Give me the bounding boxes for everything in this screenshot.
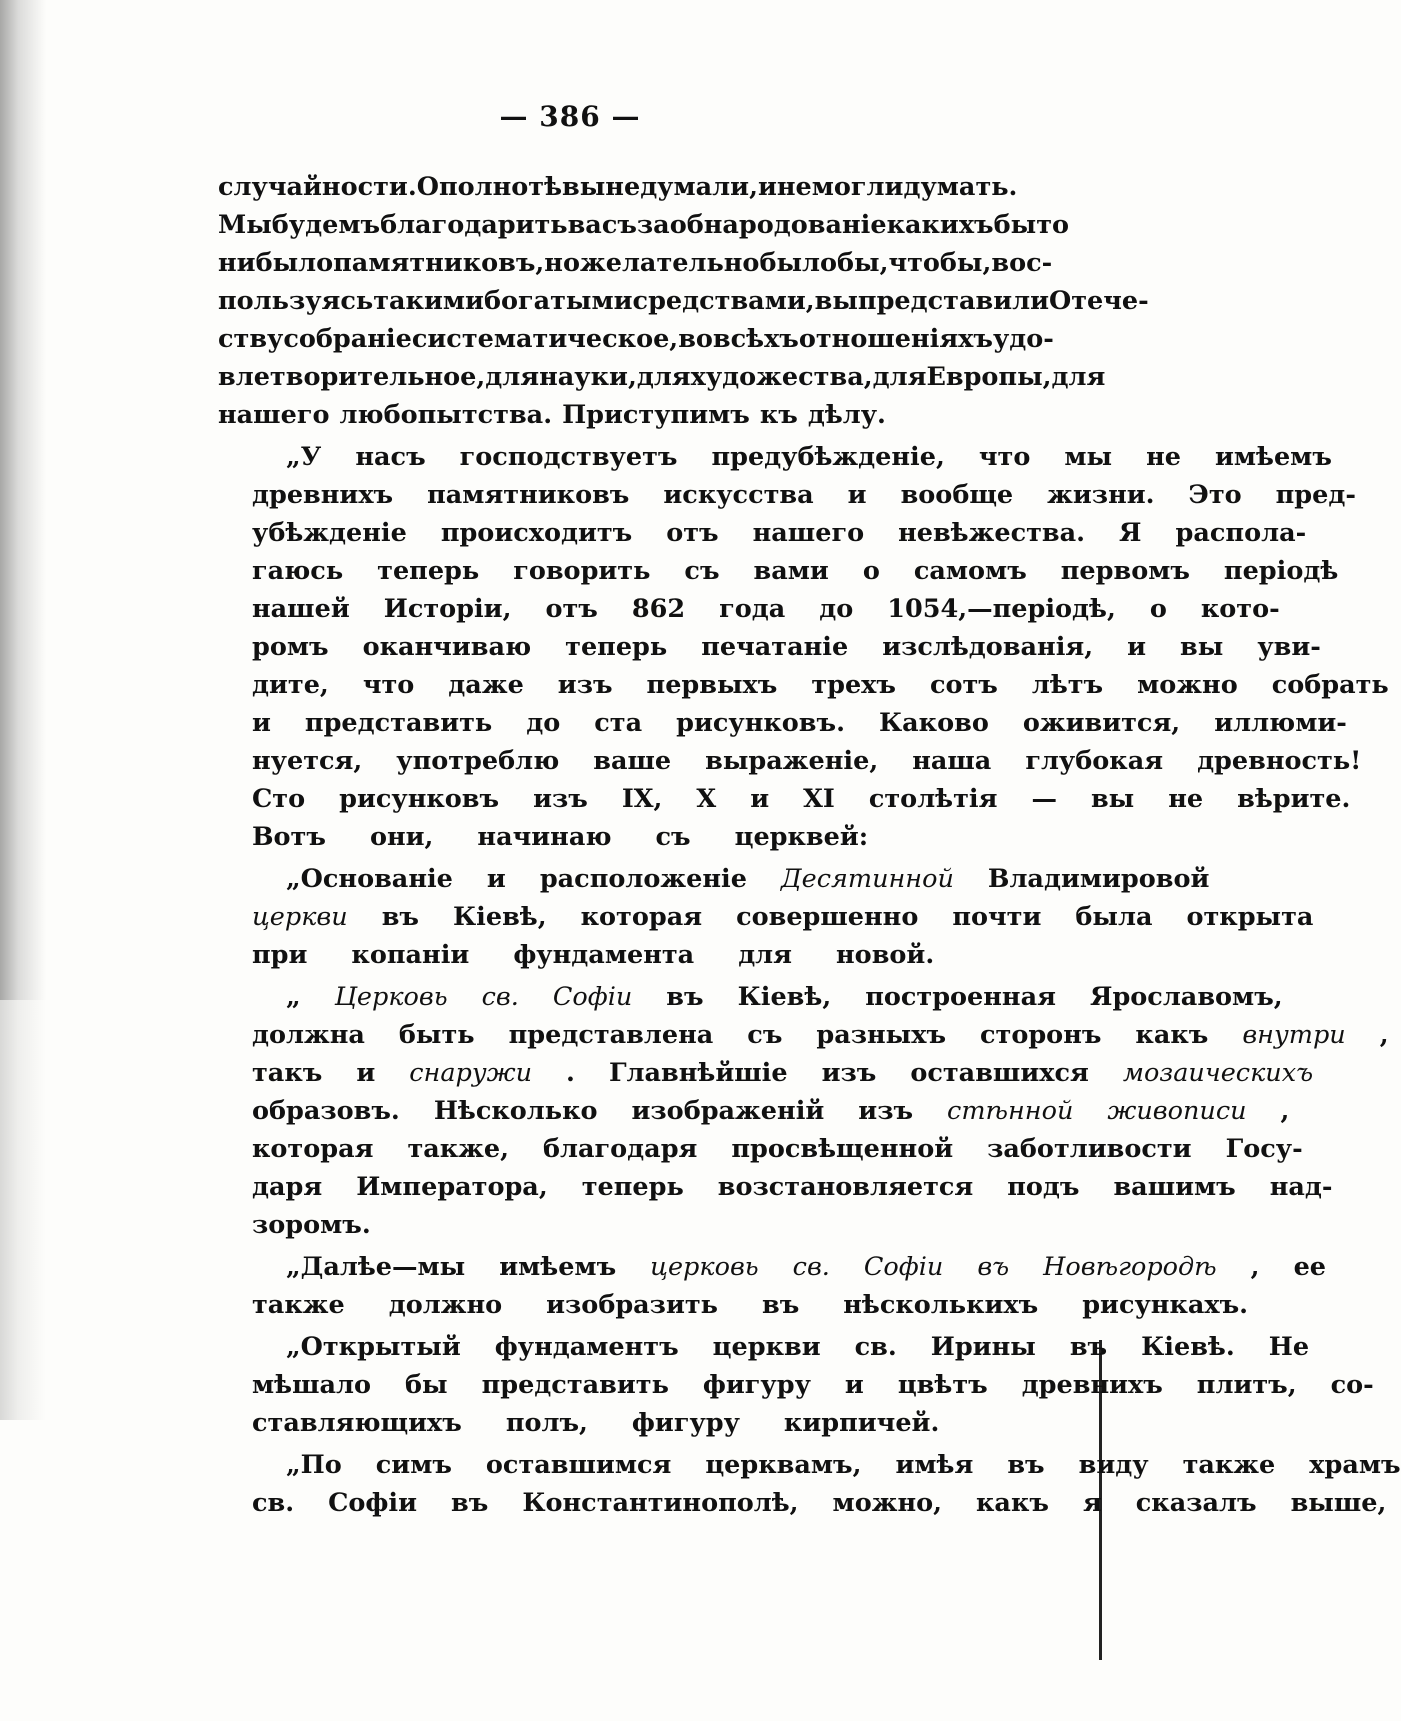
text-line: которая также, благодаря просвѣщенной заботливости Госу- [252, 1134, 1303, 1164]
text-line: нуется, употреблю ваше выраженіе, наша глубокая древность! [252, 746, 1362, 776]
text-line: при копаніи фундамента для новой. [252, 940, 935, 970]
text-line: дите, что даже изъ первыхъ трехъ сотъ лѣтъ можно собрать [252, 670, 1389, 700]
text-line: образовъ. Нѣсколько изображеній изъ стѣнной живописи , [252, 1096, 1290, 1126]
text-line: и представить до ста рисунковъ. Каково оживится, иллюми- [252, 708, 1347, 738]
text-line: также должно изобразить въ нѣсколькихъ рисункахъ. [252, 1290, 1249, 1320]
text-line: „ Церковь св. Софіи въ Кіевѣ, построенная Ярославомъ, [286, 982, 1283, 1012]
paragraph [218, 1446, 1401, 1522]
text-line: ставляющихъ полъ, фигуру кирпичей. [252, 1408, 940, 1438]
paragraph [218, 860, 1314, 974]
text-line: „По симъ оставшимся церквамъ, имѣя въ виду также храмъ [286, 1450, 1401, 1480]
text-line: даря Императора, теперь возстановляется подъ вашимъ над- [252, 1172, 1333, 1202]
paragraph [218, 438, 1389, 856]
text-line: „Открытый фундаментъ церкви св. Ирины въ Кіевѣ. Не [286, 1332, 1310, 1362]
paragraph [218, 1248, 1327, 1324]
text-line: „У насъ господствуетъ предубѣжденіе, что мы не имѣемъ [286, 442, 1332, 472]
text-line: зоромъ. [252, 1210, 371, 1240]
text-line: мѣшало бы представить фигуру и цвѣтъ древнихъ плитъ, со- [252, 1370, 1374, 1400]
scan-shadow-edge-lower [0, 1000, 46, 1420]
text-line: влетворительное, для науки, для художества, для Европы, для [218, 362, 1106, 392]
text-line: Вотъ они, начинаю съ церквей: [252, 822, 869, 852]
text-line: гаюсь теперь говорить съ вами о самомъ первомъ періодѣ [252, 556, 1339, 586]
text-line: ромъ оканчиваю теперь печатаніе изслѣдованія, и вы уви- [252, 632, 1321, 662]
text-line: „Основаніе и расположеніе Десятинной Владимировой [286, 864, 1210, 894]
text-line: нашего любопытства. Приступимъ къ дѣлу. [218, 400, 886, 430]
paragraph [218, 1328, 1374, 1442]
text-line: ни было памятниковъ, но желательно было бы, чтобы, вос- [218, 248, 1053, 278]
scan-shadow-edge [0, 0, 46, 1000]
text-line: Сто рисунковъ изъ IX, X и XI столѣтія — вы не вѣрите. [252, 784, 1351, 814]
text-line: пользуясь такими богатыми средствами, вы представили Отече- [218, 286, 1149, 316]
text-line: такъ и снаружи . Главнѣйшіе изъ оставшихся мозаическихъ [252, 1058, 1314, 1088]
text-line: церкви въ Кіевѣ, которая совершенно почти была открыта [252, 902, 1314, 932]
text-line: ству собраніе систематическое, во всѣхъ отношеніяхъ удо- [218, 324, 1054, 354]
text-line: нашей Исторіи, отъ 862 года до 1054,—періодѣ, о кото- [252, 594, 1280, 624]
text-line: древнихъ памятниковъ искусства и вообще жизни. Это пред- [252, 480, 1356, 510]
text-line: „Далѣе—мы имѣемъ церковь св. Софіи въ Новѣгородѣ , ее [286, 1252, 1327, 1282]
text-line: случайности. О полнотѣ вы не думали, и не могли думать. [218, 172, 1018, 202]
text-line: убѣжденіе происходитъ отъ нашего невѣжества. Я распола- [252, 518, 1307, 548]
paragraph [218, 978, 1389, 1244]
text-line: св. Софіи въ Константинополѣ, можно, какъ я сказалъ выше, [252, 1488, 1387, 1518]
paragraph [218, 168, 1149, 434]
page-number: — 386 — [499, 100, 641, 133]
text-line: должна быть представлена съ разныхъ сторонъ какъ внутри , [252, 1020, 1389, 1050]
body-text [218, 168, 1401, 1526]
text-line: Мы будемъ благодарить васъ за обнародованіе какихъ бы то [218, 210, 1069, 240]
